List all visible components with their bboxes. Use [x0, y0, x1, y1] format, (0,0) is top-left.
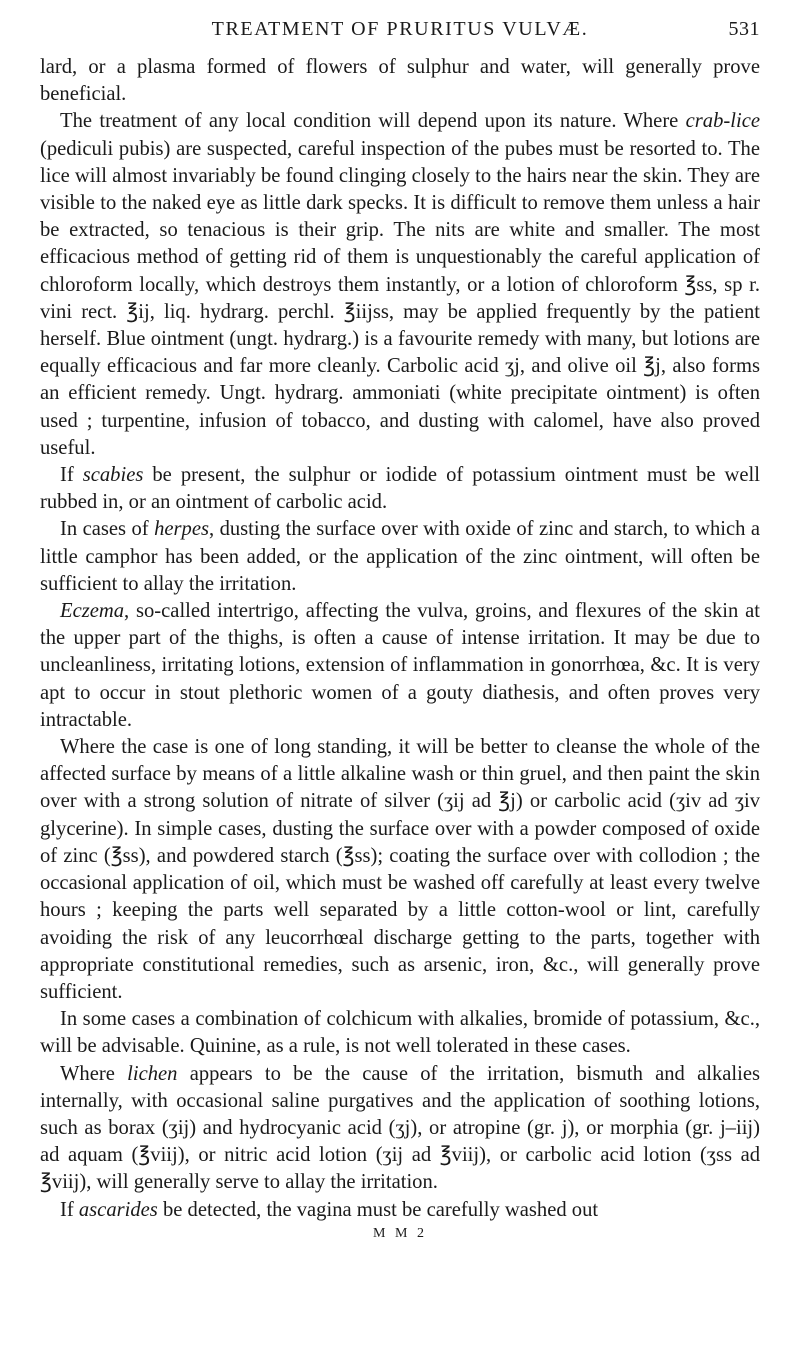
paragraph	[40, 462, 760, 516]
text-run: , dusting the surface over with oxide of zinc and starch, to which a little camphor has been added, or the application of the zinc ointment, will often be sufficient to allay the irritation.	[40, 518, 760, 595]
page-number: 531	[728, 18, 760, 40]
italic-term: Eczema	[60, 600, 125, 623]
text-run: , so-called intertrigo, affecting the vulva, groins, and flexures of the skin at the upper part of the thighs, is often a cause of intense irritation. It may be due to uncleanliness, irritating lotions, extension of inflammation in gonorrhœa, &c. It is very apt to occur in stout plethoric women of a gouty diathesis, and often proves very intractable.	[40, 600, 760, 731]
text-run: In some cases a combination of colchicum with alkalies, bromide of potassium, &c., will be advisable. Quinine, as a rule, is not well tolerated in these cases.	[40, 1008, 760, 1058]
text-run: If	[60, 464, 83, 487]
paragraph	[40, 1197, 760, 1224]
paragraph	[40, 598, 760, 734]
text-run: (pediculi pubis) are suspected, careful inspection of the pubes must be resorted to. The lice will almost invariably be found clinging closely to the hairs near the skin. They are visible to the naked eye as little dark specks. It is difficult to remove them unless a hair be extracted, so tenacious is their grip. The nits are white and smaller. The most efficacious method of getting rid of them is unquestionably the careful application of chloroform locally, which destroys them instantly, or a lotion of chloroform ℥ss, sp r. vini rect. ℥ij, liq. hydrarg. perchl. ℥iijss, may be applied frequently by the patient herself. Blue ointment (ungt. hydrarg.) is a favourite remedy with many, but lotions are equally efficacious and far more cleanly. Carbolic acid ʒj, and olive oil ℥j, also forms an efficient remedy. Ungt. hydrarg. ammoniati (white precipitate ointment) is often used ; turpentine, infusion of tobacco, and dusting with calomel, have also proved useful.	[40, 137, 760, 459]
body-text	[40, 54, 760, 1224]
signature-mark: M M 2	[373, 1225, 427, 1241]
running-header	[40, 18, 760, 54]
paragraph	[40, 516, 760, 598]
text-run: lard, or a plasma formed of flowers of sulphur and water, will generally prove beneficial.	[40, 56, 760, 106]
italic-term: ascarides	[78, 1198, 158, 1221]
text-run: be detected, the vagina must be carefully washed out	[157, 1198, 599, 1221]
italic-term: scabies	[82, 464, 144, 487]
text-run: Where the case is one of long standing, it will be better to cleanse the whole of the affected surface by means of a little alkaline wash or thin gruel, and then paint the skin over with a strong solution of nitrate of silver (ʒij ad ℥j) or carbolic acid (ʒiv ad ʒiv glycerine). In simple cases, dusting the surface over with a powder composed of oxide of zinc (℥ss), and powdered starch (℥ss); coating the surface over with collodion ; the occasional application of oil, which must be washed off carefully at least every twelve hours ; keeping the parts well separated by a little cotton-wool or lint, carefully avoiding the risk of any leucorrhœal discharge getting to the parts, together with appropriate constitutional remedies, such as arsenic, iron, &c., will generally prove sufficient.	[40, 736, 760, 1003]
text-run: appears to be the cause of the irritation, bismuth and alkalies internally, with occasional saline purgatives and the application of soothing lotions, such as borax (ʒij) and hydrocyanic acid (ʒj), or atropine (gr. j), or morphia (gr. j–iij) ad aquam (℥viij), or nitric acid lotion (ʒij ad ℥viij), or carbolic acid lotion (ʒss ad ℥viij), will generally serve to allay the irritation.	[40, 1062, 761, 1194]
text-run: The treatment of any local condition will depend upon its nature. Where	[60, 110, 686, 133]
italic-term: crab-lice	[685, 110, 760, 133]
paragraph	[40, 1061, 760, 1197]
text-run: be present, the sulphur or iodide of potassium ointment must be well rubbed in, or an ointment of carbolic acid.	[40, 464, 760, 514]
text-run: If	[60, 1198, 79, 1221]
paragraph	[40, 1006, 760, 1060]
paragraph	[40, 54, 760, 108]
paragraph	[40, 734, 760, 1006]
italic-term: lichen	[127, 1062, 178, 1085]
paragraph	[40, 108, 760, 462]
text-run: Where	[60, 1062, 128, 1085]
text-run: In cases of	[60, 518, 155, 541]
italic-term: herpes	[154, 518, 209, 541]
book-page	[40, 18, 760, 1242]
running-title: TREATMENT OF PRURITUS VULVÆ.	[211, 18, 589, 40]
